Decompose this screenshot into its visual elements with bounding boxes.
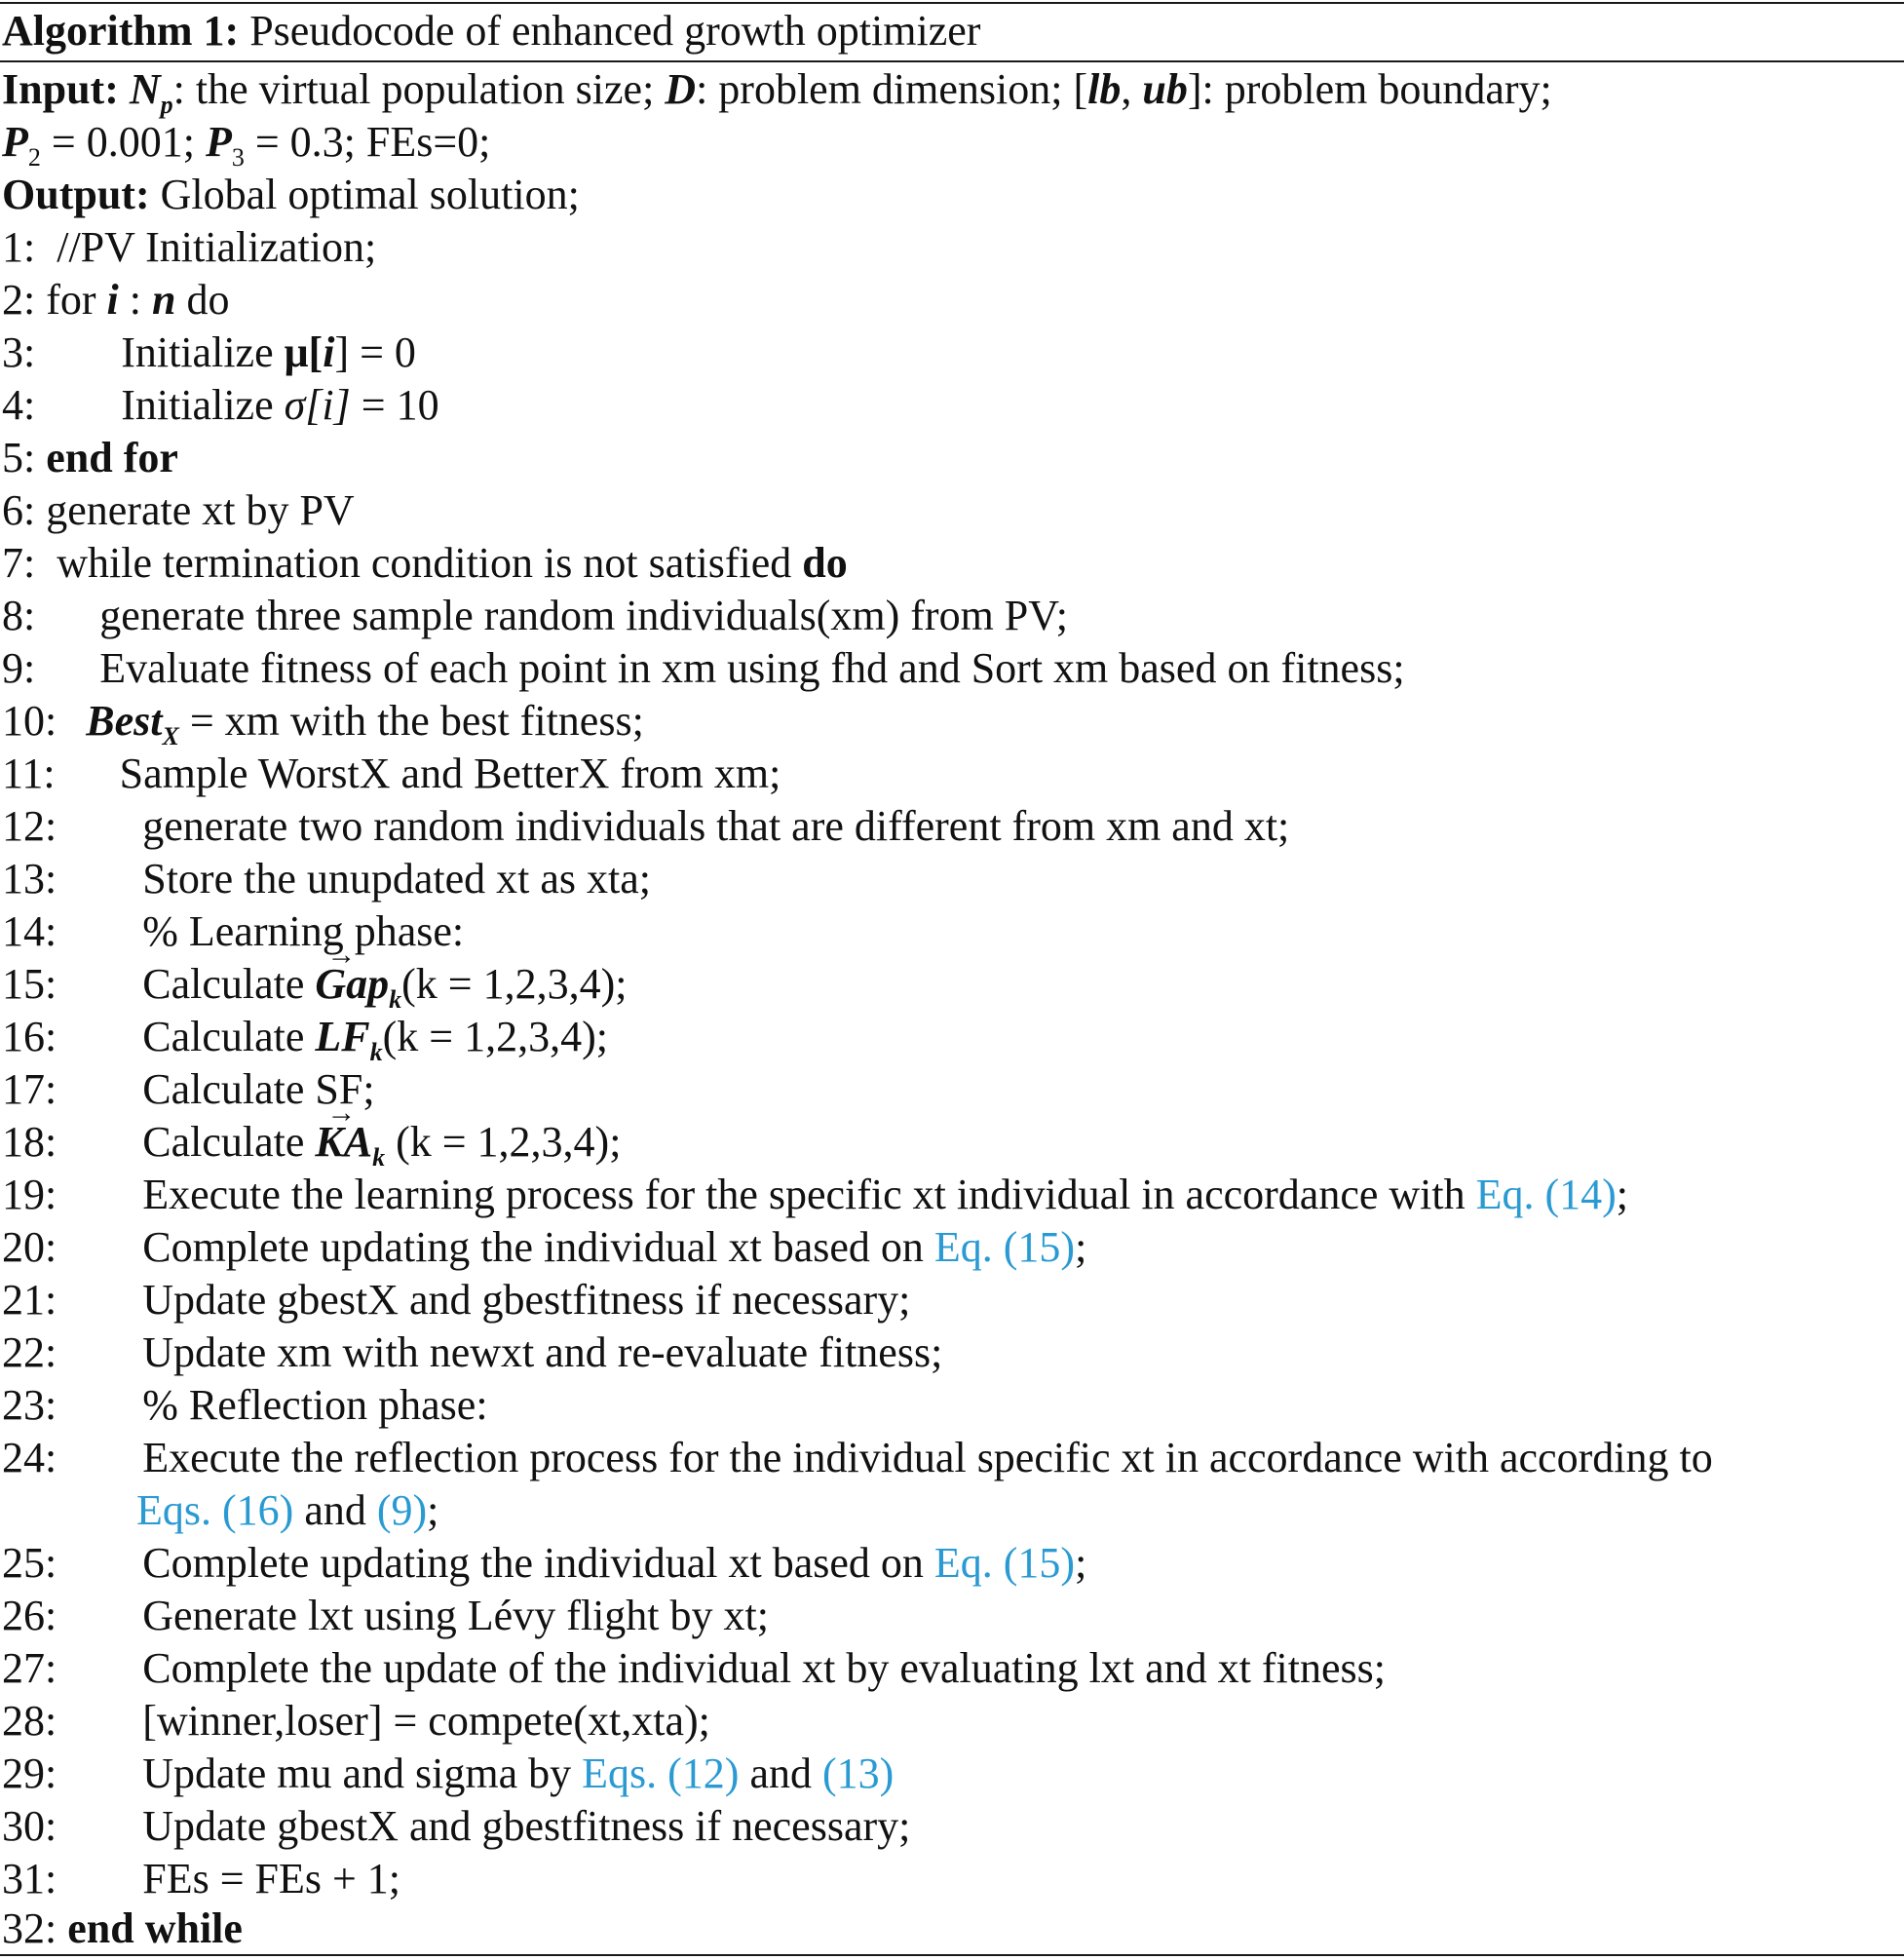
step-text: and: [293, 1486, 377, 1534]
line-number: 26:: [2, 1592, 57, 1639]
step-text: and: [739, 1749, 822, 1797]
step-text: ;: [427, 1486, 439, 1534]
step-30: [2, 1800, 910, 1853]
step-text: Generate lxt using Lévy flight by xt;: [142, 1592, 769, 1639]
output-line: [2, 169, 580, 221]
lf-subscript: k: [369, 1038, 383, 1066]
step-32: [2, 1902, 243, 1955]
np-description: : the virtual population size;: [172, 65, 655, 113]
input-line: [2, 63, 1552, 119]
line-number: 11:: [2, 749, 56, 797]
step-24: [2, 1432, 1713, 1484]
step-25: [2, 1537, 1086, 1590]
step-text: Update xm with newxt and re-evaluate fitness;: [142, 1328, 943, 1376]
line-number: 21:: [2, 1276, 57, 1324]
step-text: generate three sample random individuals(xm) from PV;: [99, 592, 1069, 639]
line-number: 14:: [2, 907, 57, 955]
step-28: [2, 1695, 710, 1748]
line-number: 32:: [2, 1904, 57, 1952]
step-text: = xm with the best fitness;: [178, 697, 644, 745]
line-number: 12:: [2, 802, 57, 850]
mu-symbol: μ[: [284, 328, 324, 376]
count-variable: n: [152, 276, 176, 324]
output-description: Global optimal solution;: [160, 171, 580, 218]
step-18: [2, 1116, 622, 1172]
step-text: Update mu and sigma by: [142, 1749, 583, 1797]
best-subscript: X: [162, 722, 179, 750]
p3-variable: P: [205, 118, 232, 166]
step-text: do: [175, 276, 230, 324]
line-number: 6:: [2, 486, 36, 534]
step-9: [2, 642, 1405, 695]
line-number: 28:: [2, 1697, 57, 1745]
step-26: [2, 1590, 769, 1642]
line-number: 20:: [2, 1223, 57, 1271]
lb-variable: lb: [1087, 65, 1122, 113]
caption-label: Algorithm 1:: [2, 7, 240, 55]
p2-value: = 0.001;: [40, 118, 195, 166]
p3-subscript: 3: [231, 143, 245, 172]
step-7: [2, 537, 848, 590]
step-16: [2, 1011, 608, 1066]
equation-link[interactable]: (9): [376, 1486, 428, 1534]
line-number: 16:: [2, 1013, 57, 1060]
np-variable: N: [129, 65, 161, 113]
line-number: 17:: [2, 1065, 57, 1113]
step-22: [2, 1326, 942, 1379]
step-24-continued: [136, 1484, 438, 1537]
sigma-symbol: σ[i]: [284, 381, 351, 429]
keyword-do: do: [802, 539, 848, 587]
line-number: 19:: [2, 1171, 57, 1218]
step-text: Complete updating the individual xt based on: [142, 1539, 934, 1587]
step-2: [2, 274, 230, 327]
step-text: Calculate: [142, 1013, 316, 1060]
line-number: 4:: [2, 381, 36, 429]
step-17: [2, 1063, 375, 1116]
step-text: FEs = FEs + 1;: [142, 1855, 401, 1902]
ka-variable: → KA: [315, 1116, 372, 1169]
step-text: (k = 1,2,3,4);: [401, 960, 628, 1008]
equation-link[interactable]: Eq. (15): [933, 1223, 1076, 1271]
step-4: [2, 379, 439, 432]
step-text: //PV Initialization;: [57, 223, 377, 271]
line-number: 24:: [2, 1434, 57, 1481]
step-19: [2, 1169, 1628, 1221]
bounds-description: ]: problem boundary;: [1187, 65, 1552, 113]
step-text: generate two random individuals that are different from xm and xt;: [142, 802, 1290, 850]
line-number: 3:: [2, 328, 36, 376]
step-text: % Reflection phase:: [142, 1381, 488, 1429]
step-text: ;: [1075, 1539, 1087, 1587]
equation-link[interactable]: Eqs. (12): [582, 1749, 740, 1797]
d-description: : problem dimension; [: [696, 65, 1088, 113]
step-text: Complete updating the individual xt based on: [142, 1223, 934, 1271]
line-number: 29:: [2, 1749, 57, 1797]
step-12: [2, 800, 1289, 853]
step-15: [2, 958, 628, 1014]
algorithm-caption: [2, 4, 980, 58]
step-text: (k = 1,2,3,4);: [385, 1118, 622, 1166]
np-subscript: p: [160, 91, 173, 119]
line-number: 9:: [2, 644, 36, 692]
ka-subscript: k: [372, 1143, 386, 1172]
step-text: ;: [1616, 1171, 1629, 1218]
gap-variable: → Gap: [315, 958, 389, 1011]
step-text: for: [46, 276, 107, 324]
input-label: Input:: [2, 65, 119, 113]
equation-link[interactable]: Eq. (14): [1475, 1171, 1617, 1218]
step-5: [2, 432, 178, 484]
lf-variable: LF: [315, 1013, 370, 1060]
gap-subscript: k: [389, 985, 402, 1014]
line-number: 31:: [2, 1855, 57, 1902]
step-text: Store the unupdated xt as xta;: [142, 855, 652, 903]
step-text: Update gbestX and gbestfitness if necessary;: [142, 1276, 911, 1324]
equation-link[interactable]: Eqs. (16): [136, 1486, 294, 1534]
line-number: 5:: [2, 434, 36, 481]
bottom-rule: [0, 1954, 1904, 1956]
keyword-end-for: end for: [46, 434, 178, 481]
step-text: Update gbestX and gbestfitness if necessary;: [142, 1802, 911, 1850]
header-rule: [0, 60, 1904, 62]
step-text: Calculate SF;: [142, 1065, 375, 1113]
line-number: 27:: [2, 1644, 57, 1692]
line-number: 7:: [2, 539, 36, 587]
step-text: ] = 0: [334, 328, 416, 376]
step-11: [2, 748, 781, 800]
line-number: 8:: [2, 592, 36, 639]
step-31: [2, 1853, 400, 1905]
step-10: [2, 695, 644, 748]
bounds-comma: ,: [1121, 65, 1132, 113]
step-6: [2, 484, 355, 537]
step-text: [winner,loser] = compete(xt,xta);: [142, 1697, 710, 1745]
step-text: Calculate: [142, 960, 316, 1008]
step-13: [2, 853, 651, 905]
step-text: % Learning phase:: [142, 907, 465, 955]
step-text: Execute the reflection process for the individual specific xt in accordance with according to: [142, 1434, 1713, 1481]
p2-variable: P: [2, 118, 28, 166]
index-variable: i: [323, 328, 335, 376]
line-number: 23:: [2, 1381, 57, 1429]
step-27: [2, 1642, 1386, 1695]
d-variable: D: [665, 65, 697, 113]
step-3: [2, 327, 416, 379]
equation-link[interactable]: Eq. (15): [933, 1539, 1076, 1587]
line-number: 18:: [2, 1118, 57, 1166]
step-29: [2, 1748, 894, 1800]
step-text: Calculate: [142, 1118, 316, 1166]
keyword-end-while: end while: [67, 1904, 243, 1952]
step-14: [2, 905, 464, 958]
step-23: [2, 1379, 488, 1432]
step-text: Initialize: [121, 381, 285, 429]
ub-variable: ub: [1142, 65, 1188, 113]
line-number: 1:: [2, 223, 36, 271]
line-number: 25:: [2, 1539, 57, 1587]
line-number: 13:: [2, 855, 57, 903]
index-variable: i: [106, 276, 119, 324]
step-text: Execute the learning process for the specific xt individual in accordance with: [142, 1171, 1476, 1218]
best-variable: Best: [86, 697, 163, 745]
step-text: Initialize: [121, 328, 285, 376]
output-label: Output:: [2, 171, 150, 218]
step-text: ;: [1075, 1223, 1087, 1271]
p2-subscript: 2: [27, 143, 41, 172]
step-text: Sample WorstX and BetterX from xm;: [119, 749, 781, 797]
step-text: generate xt by PV: [46, 486, 355, 534]
step-text: :: [118, 276, 153, 324]
line-number: 22:: [2, 1328, 57, 1376]
equation-link[interactable]: (13): [822, 1749, 895, 1797]
line-number: 10:: [2, 697, 57, 745]
p3-value: = 0.3; FEs=0;: [244, 118, 491, 166]
caption-title: Pseudocode of enhanced growth optimizer: [249, 7, 981, 55]
line-number: 2:: [2, 276, 36, 324]
step-text: Complete the update of the individual xt by evaluating lxt and xt fitness;: [142, 1644, 1386, 1692]
step-text: Evaluate fitness of each point in xm using fhd and Sort xm based on fitness;: [99, 644, 1405, 692]
step-20: [2, 1221, 1086, 1274]
line-number: 30:: [2, 1802, 57, 1850]
step-text: = 10: [350, 381, 439, 429]
step-text: (k = 1,2,3,4);: [382, 1013, 608, 1060]
parameters-line: [2, 116, 491, 172]
step-21: [2, 1274, 910, 1326]
step-text: while termination condition is not satisfied: [57, 539, 803, 587]
step-8: [2, 590, 1068, 642]
line-number: 15:: [2, 960, 57, 1008]
step-1: [2, 221, 376, 274]
